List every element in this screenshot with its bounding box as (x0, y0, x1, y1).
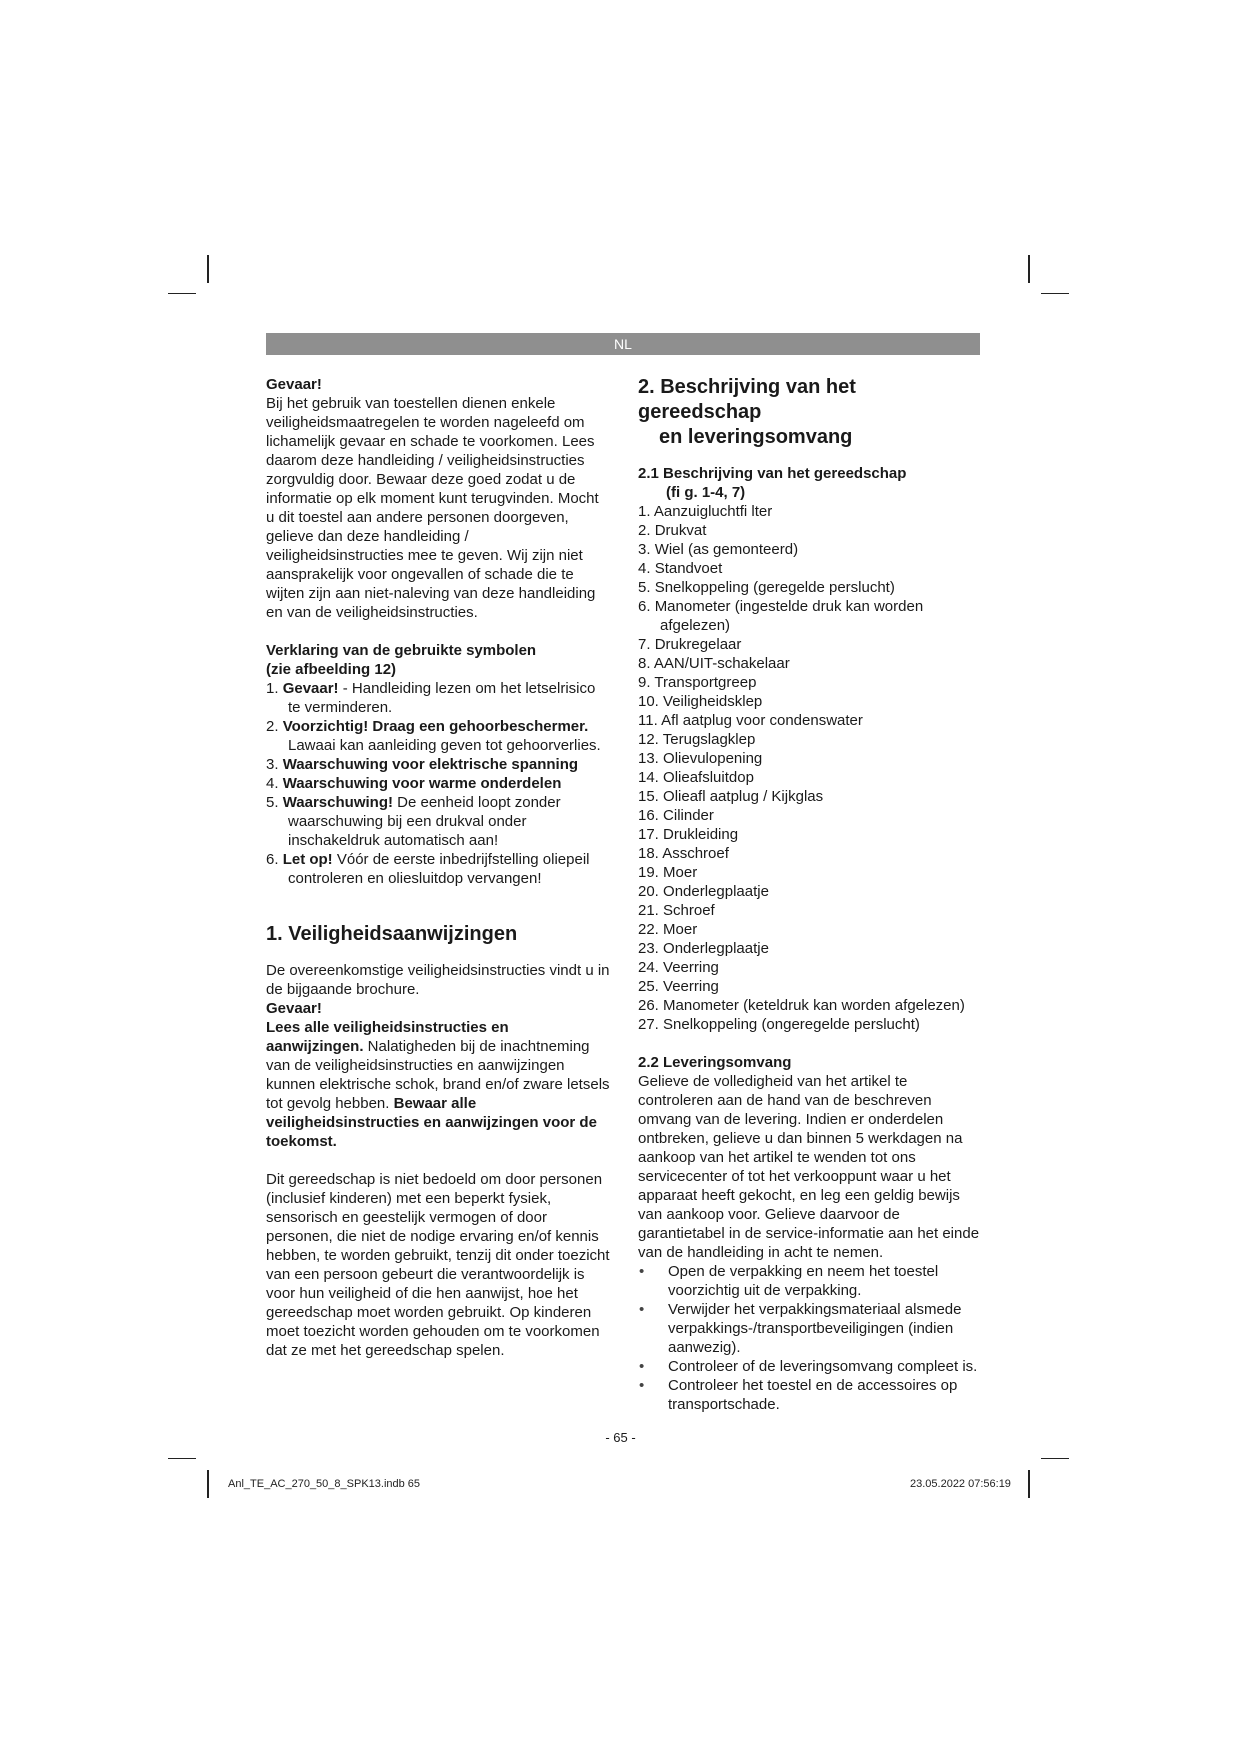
crop-mark (1041, 1458, 1069, 1459)
symbols-heading-ref: (zie afbeelding 12) (266, 661, 397, 678)
gevaar-text: Bij het gebruik van toestellen dienen enkele veiligheidsmaatregelen te worden nageleefd om lichamelijk gevaar en schade te voorkomen. Lees daarom deze handleiding / veiligheidsinstructies zorgvuldig door. Bewaar deze goed zodat u de informatie op elk moment kunt terugvinden. Mocht u dit toestel aan andere personen doorgeven, gelieve dan deze handleiding / veiligheidsinstructies mee te geven. Wij zijn niet aansprakelijk voor ongevallen of schade die te wijten zijn aan niet-naleving van deze handleiding en van de veiligheidsinstructies. (266, 395, 599, 621)
list-item: 13. Olievulopening (638, 750, 763, 767)
list-item: 17. Drukleiding (638, 826, 739, 843)
list-item: • Controleer het toestel en de accessoires op transportschade. (638, 1376, 982, 1414)
crop-mark (1041, 293, 1069, 294)
crop-mark (1028, 255, 1030, 283)
list-item: 1. Aanzuigluchtfi lter (638, 503, 773, 520)
right-column (638, 375, 982, 1414)
list-item: 16. Cilinder (638, 807, 714, 824)
list-item: 18. Asschroef (638, 845, 729, 862)
list-item: 25. Veerring (638, 978, 719, 995)
section1-title: 1. Veiligheidsaanwijzingen (266, 923, 518, 945)
left-column (266, 375, 610, 1360)
parts-list (638, 502, 982, 1034)
sub22-title: 2.2 Leveringsomvang (638, 1054, 792, 1071)
sub22-text: Gelieve de volledigheid van het artikel te controleren aan de hand van de beschreven omvang van de levering. Indien er onderdelen ontbreken, gelieve u dan binnen 5 werkdagen na aankoop van het artikel te wenden tot ons servicecenter of tot het verkooppunt waar u het apparaat heeft gekocht, en leg een geldig bewijs van aankoop voor. Gelieve daarvoor de garantietabel in de service-informatie aan het einde van de handleiding in acht te nemen. (638, 1073, 980, 1261)
section1-intro: De overeenkomstige veiligheidsinstructies vindt u in de bijgaande brochure. (266, 962, 610, 998)
list-item: 3. Wiel (as gemonteerd) (638, 541, 799, 558)
language-header-bar: NL (266, 333, 980, 355)
sub21-title: 2.1 Beschrijving van het gereedschap (638, 465, 907, 482)
list-item: 11. Afl aatplug voor condenswater (638, 712, 863, 729)
symbols-list (266, 679, 610, 888)
list-item: 4. Standvoet (638, 560, 723, 577)
list-item: 2. Drukvat (638, 522, 707, 539)
crop-mark (168, 1458, 196, 1459)
list-item: 20. Onderlegplaatje (638, 883, 769, 900)
crop-mark (1028, 1470, 1030, 1498)
list-item: 23. Onderlegplaatje (638, 940, 769, 957)
list-item: 19. Moer (638, 864, 698, 881)
footer-filename: Anl_TE_AC_270_50_8_SPK13.indb 65 (228, 1478, 421, 1490)
symbol-item: 4. Waarschuwing voor warme onderdelen (266, 775, 562, 792)
page-number: - 65 - (605, 1430, 636, 1445)
list-item: 15. Olieafl aatplug / Kijkglas (638, 788, 824, 805)
list-item: 14. Olieafsluitdop (638, 769, 754, 786)
list-item: 26. Manometer (keteldruk kan worden afgelezen) (638, 997, 965, 1014)
delivery-checklist (638, 1262, 982, 1414)
symbol-item: 5. Waarschuwing! De eenheid loopt zonder waarschuwing bij een drukval onder inschakeldruk automatisch aan! (266, 794, 561, 849)
list-item: 12. Terugslagklep (638, 731, 756, 748)
list-item: • Verwijder het verpakkingsmateriaal alsmede verpakkings-/transportbeveiligingen (indien aanwezig). (638, 1300, 982, 1357)
section2-title-line2: en leveringsomvang (659, 426, 853, 448)
crop-mark (168, 293, 196, 294)
crop-mark (207, 1470, 209, 1498)
gevaar-title: Gevaar! (266, 376, 322, 393)
symbol-item: 2. Voorzichtig! Draag een gehoorbeschermer. Lawaai kan aanleiding geven tot gehoorverlies. (266, 718, 601, 754)
symbol-item: 3. Waarschuwing voor elektrische spanning (266, 756, 579, 773)
list-item: 7. Drukregelaar (638, 636, 742, 653)
list-item: 27. Snelkoppeling (ongeregelde perslucht) (638, 1016, 920, 1033)
section1-gevaar: Gevaar! (266, 1000, 322, 1017)
section1-warning: Lees alle veiligheidsinstructies en aanwijzingen. Nalatigheden bij de inachtneming van de veiligheidsinstructies en aanwijzingen kunnen elektrische schok, brand en/of zware letsels tot gevolg hebben. Bewaar alle veiligheidsinstructies en aanwijzingen voor de toekomst. (266, 1019, 610, 1150)
list-item: • Controleer of de leveringsomvang compleet is. (638, 1357, 982, 1376)
list-item: 8. AAN/UIT-schakelaar (638, 655, 790, 672)
section2-title: 2. Beschrijving van het gereedschap (638, 376, 856, 423)
list-item: 21. Schroef (638, 902, 715, 919)
footer-timestamp: 23.05.2022 07:56:19 (910, 1478, 1011, 1490)
list-item: 24. Veerring (638, 959, 719, 976)
list-item: 5. Snelkoppeling (geregelde perslucht) (638, 579, 895, 596)
list-item: 22. Moer (638, 921, 698, 938)
list-item: 10. Veiligheidsklep (638, 693, 763, 710)
symbol-item: 6. Let op! Vóór de eerste inbedrijfstelling oliepeil controleren en oliesluitdop vervangen! (266, 851, 590, 887)
section1-supervision-text: Dit gereedschap is niet bedoeld om door personen (inclusief kinderen) met een beperkt fysiek, sensorisch en geestelijk vermogen of door personen, die niet de nodige ervaring en/of kennis hebben, te worden gebruikt, tenzij dit onder toezicht van een persoon gebeurt die verantwoordelijk is voor hun veiligheid of die hen aanwijst, hoe het gereedschap moet worden gebruikt. Op kinderen moet toezicht worden gehouden om te voorkomen dat ze met het gereedschap spelen. (266, 1171, 610, 1359)
crop-mark (207, 255, 209, 283)
list-item: 9. Transportgreep (638, 674, 757, 691)
list-item: 6. Manometer (ingestelde druk kan worden afgelezen) (638, 598, 924, 634)
symbol-item: 1. Gevaar! - Handleiding lezen om het letselrisico te verminderen. (266, 680, 596, 716)
list-item: • Open de verpakking en neem het toestel voorzichtig uit de verpakking. (638, 1262, 982, 1300)
symbols-heading: Verklaring van de gebruikte symbolen (266, 642, 537, 659)
sub21-figure-ref: (fi g. 1-4, 7) (666, 484, 746, 501)
